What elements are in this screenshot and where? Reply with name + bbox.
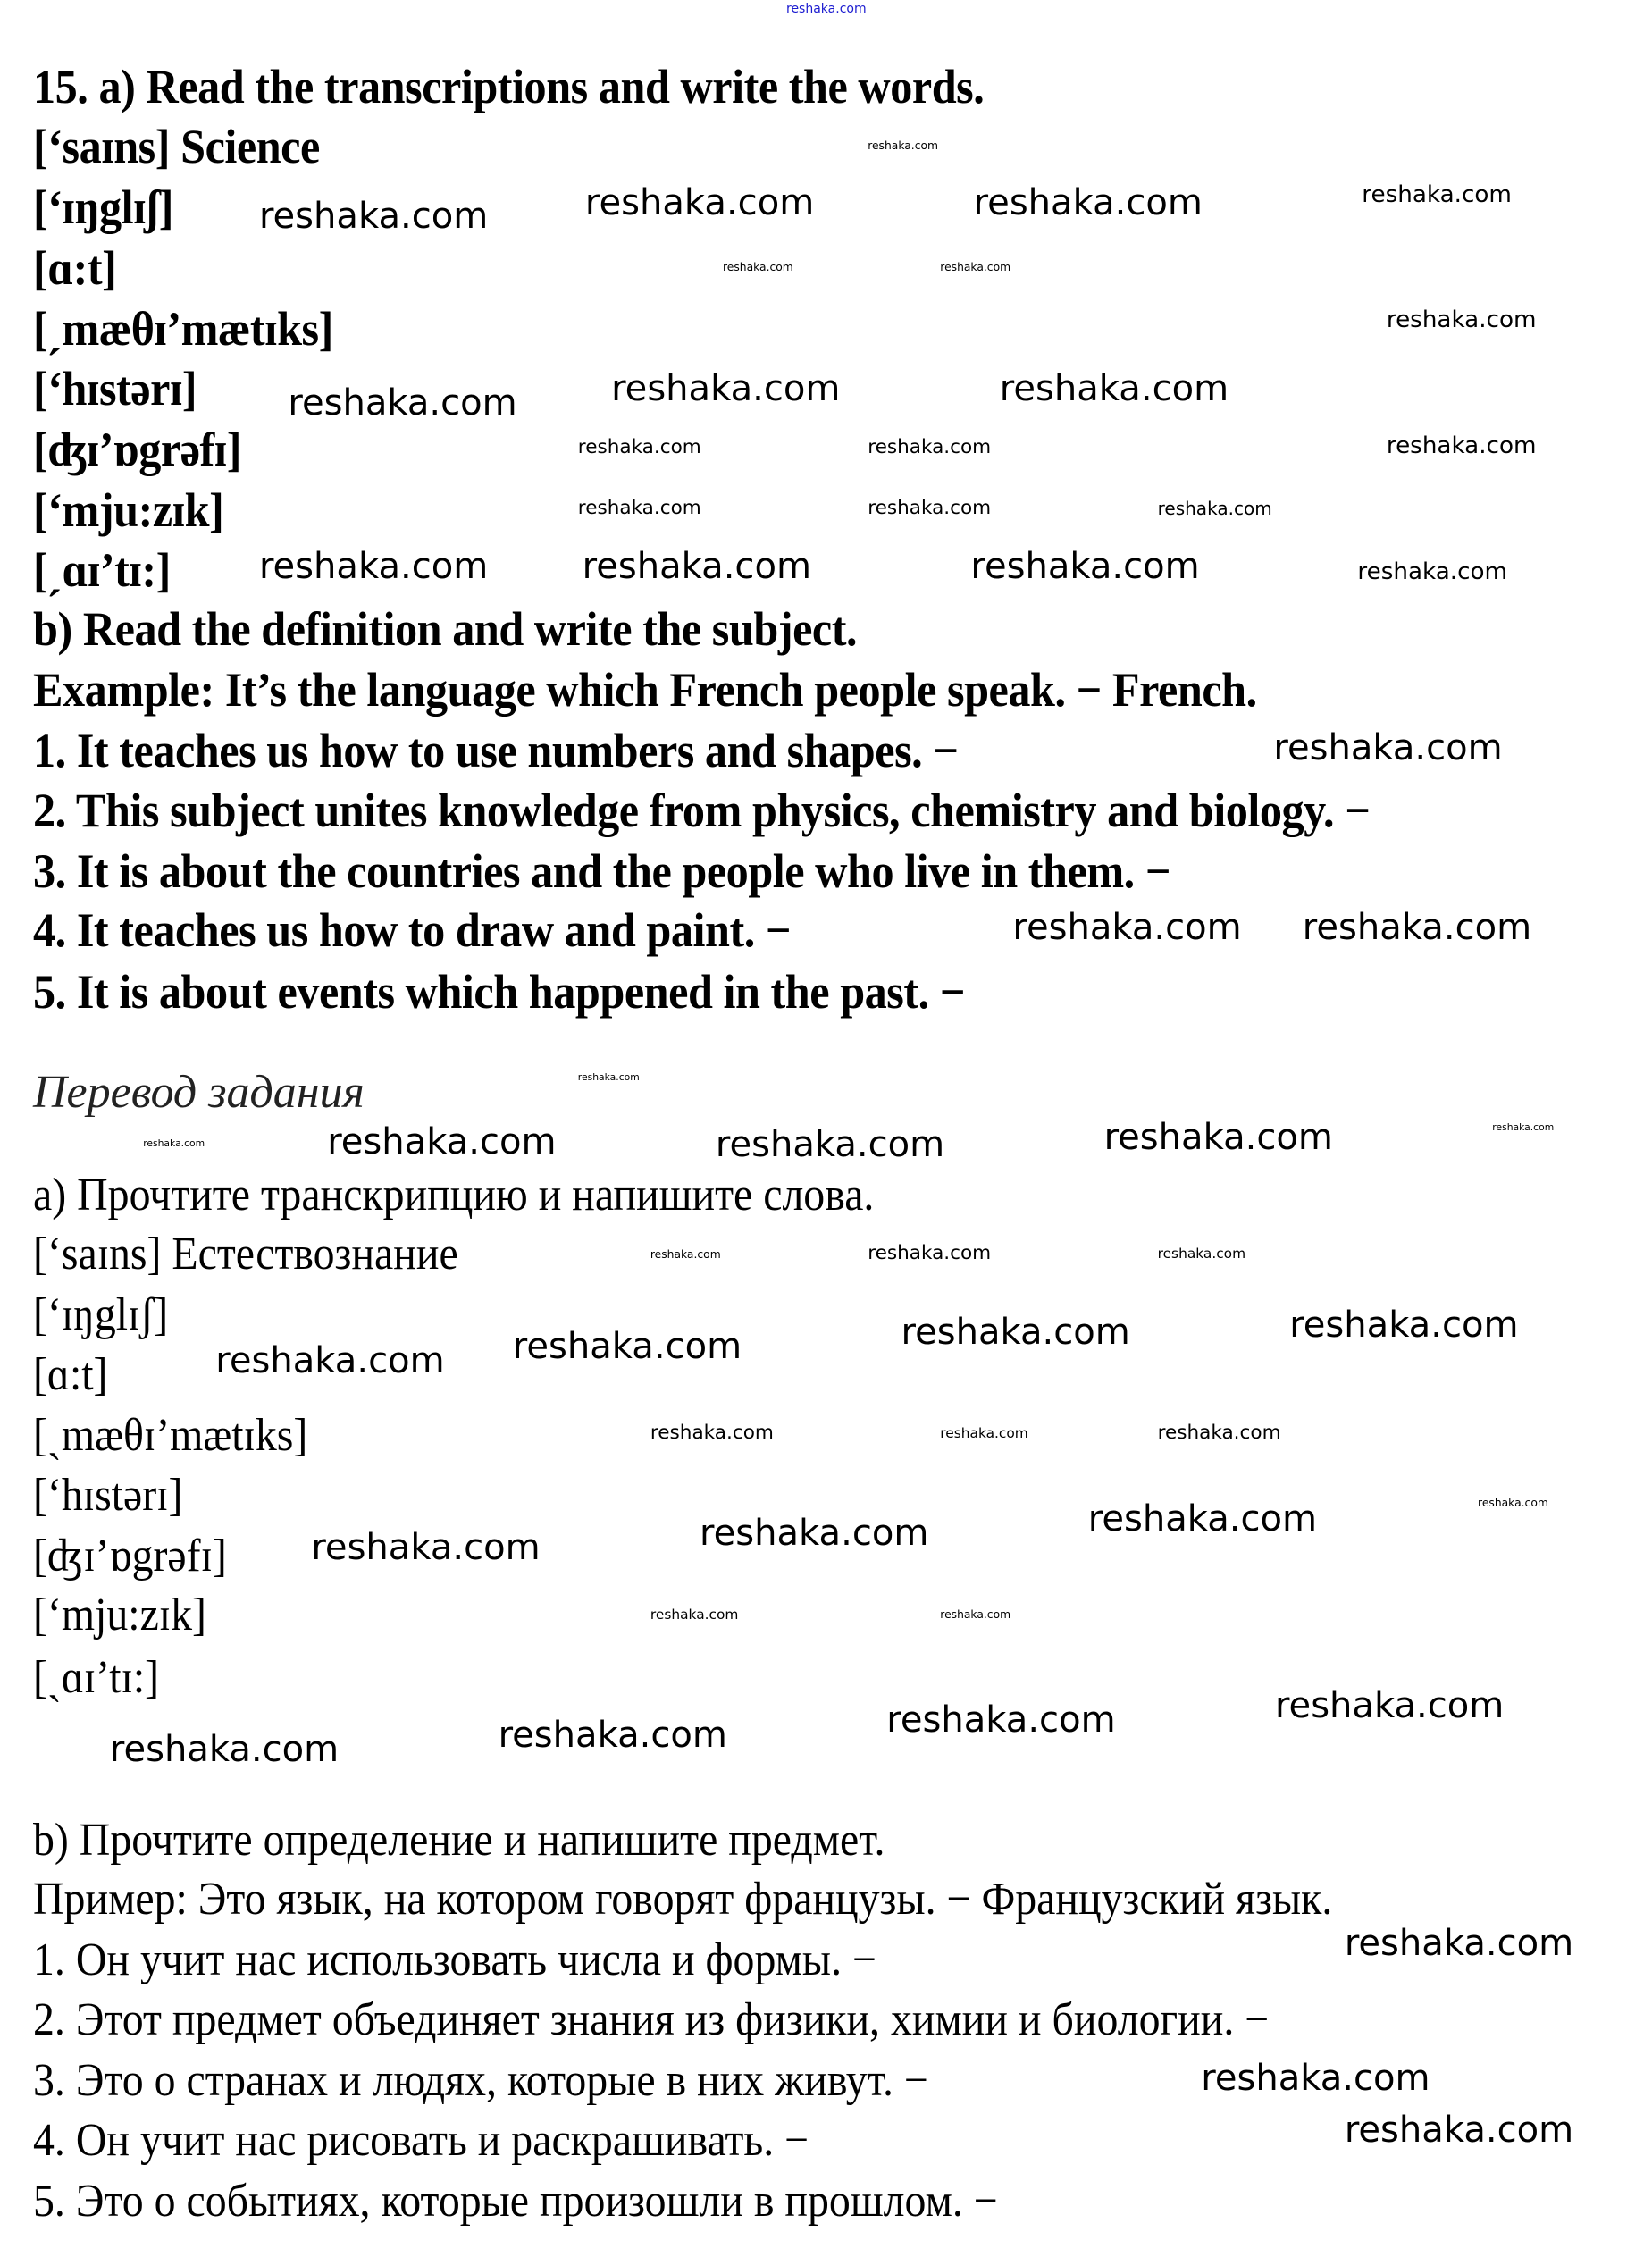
transcription-item-ru: [ˏɑɪ’tɪ:] <box>33 1652 160 1703</box>
watermark-text: reshaka.com <box>327 1121 557 1163</box>
watermark-text: reshaka.com <box>1012 907 1242 949</box>
watermark-text: reshaka.com <box>311 1527 541 1569</box>
watermark-text: reshaka.com <box>577 436 701 459</box>
translation-example: Пример: Это язык, на котором говорят французы. − Французский язык. <box>33 1874 1333 1925</box>
watermark-text: reshaka.com <box>650 1422 774 1445</box>
watermark-text: reshaka.com <box>1273 727 1503 768</box>
watermark-text: reshaka.com <box>1344 1923 1574 1965</box>
watermark-text: reshaka.com <box>258 546 489 588</box>
watermark-text: reshaka.com <box>577 1070 640 1083</box>
watermark-text: reshaka.com <box>582 546 811 588</box>
watermark-text: reshaka.com <box>1157 1422 1281 1445</box>
watermark-text: reshaka.com <box>868 1242 992 1265</box>
watermark-text: reshaka.com <box>1087 1498 1318 1540</box>
translation-heading: Перевод задания <box>33 1067 365 1118</box>
example-line: Example: It’s the language which French people speak. − French. <box>33 663 1257 717</box>
watermark-text: reshaka.com <box>109 1728 340 1770</box>
watermark-text: reshaka.com <box>940 1608 1011 1622</box>
watermark-text: reshaka.com <box>868 436 992 459</box>
definition-item: 3. It is about the countries and the people who live in them. − <box>33 844 1171 898</box>
watermark-text: reshaka.com <box>868 138 938 152</box>
watermark-text: reshaka.com <box>1289 1304 1519 1346</box>
watermark-text: reshaka.com <box>970 546 1200 588</box>
translation-item: 1. Он учит нас использовать числа и формы. − <box>33 1934 876 1985</box>
exercise-title: 15. a) Read the transcriptions and write the words. <box>33 60 985 113</box>
transcription-item: [ɑ:t] <box>33 241 117 295</box>
watermark-text: reshaka.com <box>1157 1245 1246 1262</box>
watermark-text: reshaka.com <box>498 1714 727 1756</box>
watermark-text: reshaka.com <box>1386 432 1537 460</box>
part-b-title: b) Read the definition and write the subject. <box>33 602 858 656</box>
watermark-text: reshaka.com <box>1201 2057 1430 2099</box>
definition-item: 1. It teaches us how to use numbers and shapes. − <box>33 724 959 777</box>
transcription-item: [ˏɑɪ’tɪ:] <box>33 543 171 597</box>
transcription-item: [‘ɪŋglɪʃ] <box>33 180 174 234</box>
transcription-item-ru: [‘hɪstərɪ] <box>33 1470 183 1521</box>
watermark-text: reshaka.com <box>650 1247 721 1261</box>
watermark-text: reshaka.com <box>973 182 1203 224</box>
top-watermark: reshaka.com <box>786 2 867 16</box>
watermark-text: reshaka.com <box>1344 2110 1574 2152</box>
watermark-text: reshaka.com <box>901 1311 1130 1353</box>
watermark-text: reshaka.com <box>940 260 1011 273</box>
transcription-item-ru: [ɑ:t] <box>33 1349 108 1400</box>
watermark-text: reshaka.com <box>1492 1121 1555 1134</box>
transcription-item: [‘hɪstərɪ] <box>33 362 197 415</box>
watermark-text: reshaka.com <box>1302 907 1532 949</box>
transcription-item-ru: [‘ɪŋglɪʃ] <box>33 1289 169 1340</box>
transcription-item-ru: [‘mju:zɪk] <box>33 1590 206 1640</box>
watermark-text: reshaka.com <box>715 1124 945 1166</box>
watermark-text: reshaka.com <box>1478 1497 1548 1510</box>
watermark-text: reshaka.com <box>288 382 517 424</box>
transcription-item: [‘saɪns] Science <box>33 120 320 173</box>
translation-item: 4. Он учит нас рисовать и раскрашивать. − <box>33 2115 809 2166</box>
translation-item: 2. Этот предмет объединяет знания из физики, химии и биологии. − <box>33 1994 1270 2045</box>
watermark-text: reshaka.com <box>1157 498 1272 520</box>
translation-title: a) Прочтите транскрипцию и напишите слова. <box>33 1170 875 1221</box>
watermark-text: reshaka.com <box>1103 1117 1333 1159</box>
watermark-text: reshaka.com <box>215 1340 445 1382</box>
translation-item: 3. Это о странах и людях, которые в них живут. − <box>33 2055 928 2106</box>
transcription-item-ru: [ʤɪ’ɒgrəfɪ] <box>33 1531 227 1582</box>
watermark-text: reshaka.com <box>999 367 1229 409</box>
transcription-item: [ʤɪ’ɒgrəfɪ] <box>33 423 242 476</box>
watermark-text: reshaka.com <box>258 195 489 237</box>
watermark-text: reshaka.com <box>512 1325 742 1367</box>
transcription-item: [ˏmæθɪ’mætɪks] <box>33 302 333 356</box>
watermark-text: reshaka.com <box>700 1513 929 1555</box>
definition-item: 5. It is about events which happened in the past. − <box>33 965 965 1019</box>
transcription-item-ru: [ˏmæθɪ’mætɪks] <box>33 1410 308 1461</box>
watermark-text: reshaka.com <box>577 497 701 520</box>
watermark-text: reshaka.com <box>584 182 815 224</box>
watermark-text: reshaka.com <box>723 260 793 273</box>
translation-item: 5. Это о событиях, которые произошли в прошлом. − <box>33 2176 998 2227</box>
definition-item: 4. It teaches us how to draw and paint. − <box>33 903 792 957</box>
translation-part-b-title: b) Прочтите определение и напишите предмет. <box>33 1815 885 1866</box>
watermark-text: reshaka.com <box>143 1137 205 1150</box>
watermark-text: reshaka.com <box>1357 558 1508 586</box>
transcription-item: [‘mju:zɪk] <box>33 483 224 537</box>
definition-item: 2. This subject unites knowledge from physics, chemistry and biology. − <box>33 784 1371 837</box>
watermark-text: reshaka.com <box>1362 181 1512 209</box>
watermark-text: reshaka.com <box>1386 306 1537 333</box>
watermark-text: reshaka.com <box>1274 1685 1505 1727</box>
transcription-item-ru: [‘saɪns] Естествознание <box>33 1229 458 1280</box>
watermark-text: reshaka.com <box>886 1699 1116 1741</box>
watermark-text: reshaka.com <box>611 367 841 409</box>
watermark-text: reshaka.com <box>940 1424 1028 1441</box>
watermark-text: reshaka.com <box>868 497 992 520</box>
watermark-text: reshaka.com <box>650 1606 739 1623</box>
